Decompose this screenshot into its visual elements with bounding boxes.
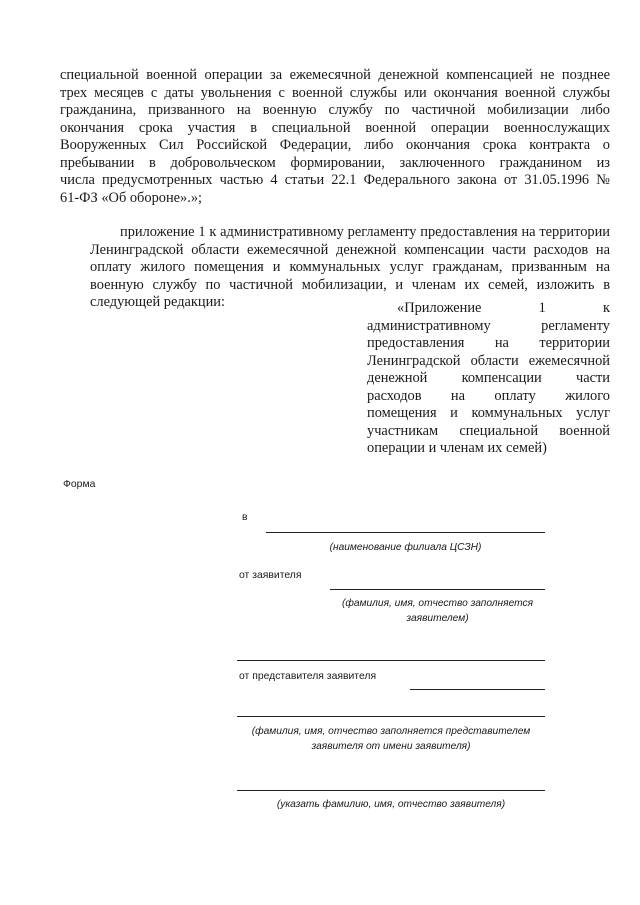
paragraph-2-line: следующей редакции:	[90, 294, 225, 310]
appendix-line: расходов на оплату жилого	[367, 387, 610, 404]
appendix-line: «Приложение 1 к	[397, 300, 610, 316]
specify-hint: (указать фамилию, имя, отчество заявителя)	[276, 799, 506, 810]
representative-hint	[237, 724, 545, 754]
paragraph-2-line: приложение 1 к административному регламенту предоставления на территории	[120, 224, 610, 240]
appendix-line: Ленинградской области ежемесячной	[367, 352, 610, 369]
appendix-line: денежной компенсации части	[367, 370, 610, 386]
applicant-extra-field[interactable]	[237, 660, 545, 661]
paragraph-1-line: числа предусмотренных частью 4 статьи 22.1 Федерального закона от 31.05.1996 №	[60, 172, 610, 188]
applicant-fio-field[interactable]	[237, 790, 545, 791]
paragraph-1-line: специальной военной операции за ежемесячной денежной компенсацией не позднее	[60, 67, 610, 83]
from-representative-label: от представителя заявителя	[239, 671, 377, 682]
paragraph-1-line: окончания срока участия в специальной военной операции военнослужащих	[60, 119, 610, 136]
appendix-line: операции и членам их семей)	[367, 440, 547, 456]
appendix-line: участникам специальной военной	[367, 422, 610, 439]
to-prefix-label: в	[242, 512, 248, 523]
applicant-hint-line-1: (фамилия, имя, отчество заполняется	[341, 598, 534, 609]
branch-name-field[interactable]	[266, 532, 545, 533]
branch-hint: (наименование филиала ЦСЗН)	[329, 542, 482, 553]
paragraph-1-line: пребывании в добровольческом формировании, заключенного гражданином из	[60, 154, 610, 171]
paragraph-1-line: 61-ФЗ «Об обороне».»;	[60, 189, 203, 206]
applicant-hint-line-2: заявителем)	[406, 613, 469, 624]
from-applicant-label: от заявителя	[239, 570, 302, 581]
paragraph-1	[60, 67, 610, 207]
paragraph-2	[60, 224, 610, 312]
appendix-header	[367, 300, 610, 458]
paragraph-2-line: оплату жилого помещения и коммунальных услуг гражданам, призванным на	[90, 259, 610, 275]
applicant-hint	[310, 596, 565, 626]
paragraph-2-line: Ленинградской области ежемесячной денежной компенсации части расходов на	[90, 241, 610, 258]
appendix-line: помещения и коммунальных услуг	[367, 405, 610, 421]
applicant-name-field[interactable]	[330, 589, 545, 590]
appendix-line: административному регламенту	[367, 317, 610, 334]
paragraph-2-line: военную службу по частичной мобилизации, и членам их семей, изложить в	[90, 276, 610, 293]
appendix-line: предоставления на территории	[367, 335, 610, 351]
representative-extra-field[interactable]	[237, 716, 545, 717]
representative-hint-line-2: заявителя от имени заявителя)	[311, 741, 471, 752]
form-title: Форма	[63, 479, 96, 490]
paragraph-1-line: гражданина, призванного на военную службу по частичной мобилизации либо	[60, 102, 610, 118]
paragraph-1-line: трех месяцев с даты увольнения с военной службы или окончания военной службы	[60, 84, 610, 101]
representative-name-field[interactable]	[410, 689, 545, 690]
representative-hint-line-1: (фамилия, имя, отчество заполняется представителем	[251, 726, 531, 737]
paragraph-1-line: Вооруженных Сил Российской Федерации, либо окончания срока контракта о	[60, 137, 610, 153]
